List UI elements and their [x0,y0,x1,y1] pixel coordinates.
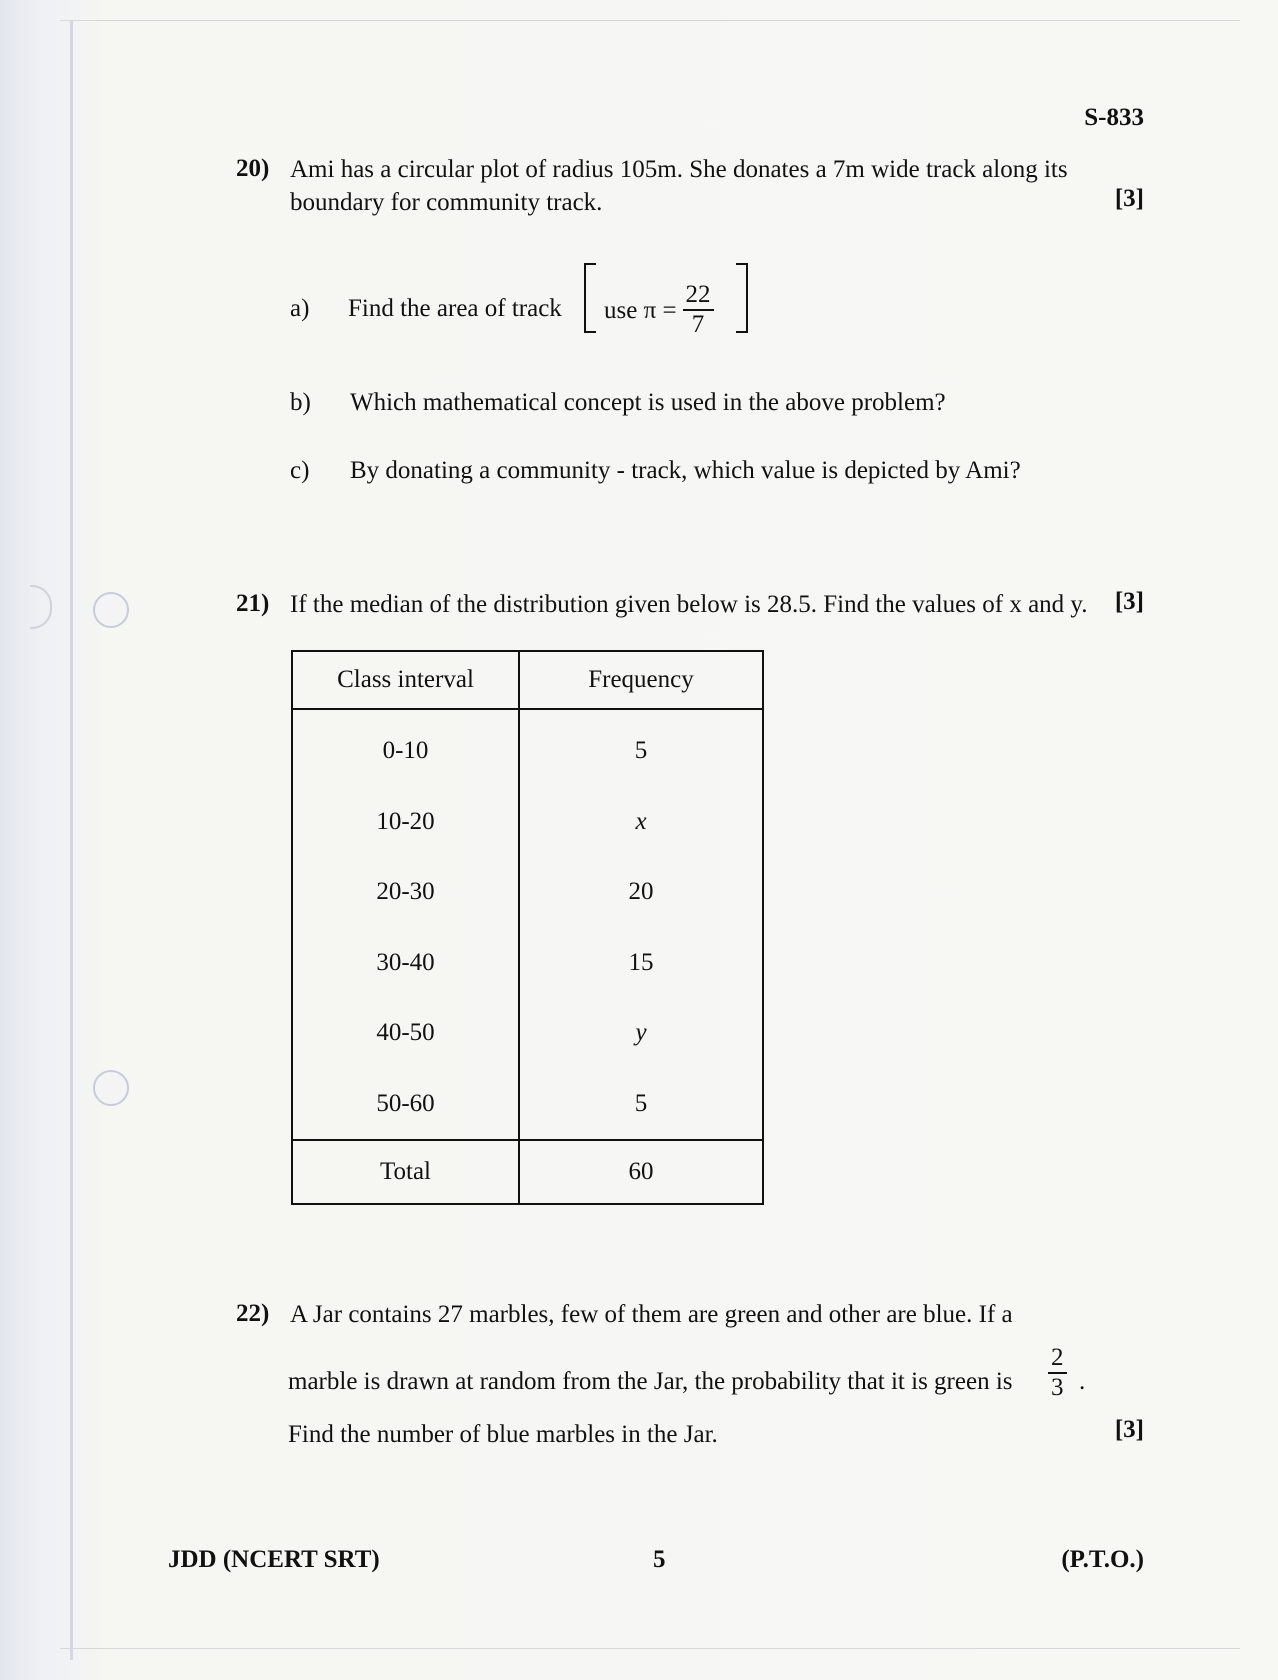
probability-denominator: 3 [1051,1374,1064,1401]
q20c-text: By donating a community - track, which value is depicted by Ami? [350,457,1021,484]
frequency-variable-y: y [635,1019,647,1047]
total-value-cell: 60 [519,1140,763,1204]
frequency-cell: 5 [519,1069,763,1141]
class-interval-cell: 0-10 [292,709,519,787]
q20b-text: Which mathematical concept is used in the above problem? [350,389,946,416]
q22-line2: marble is drawn at random from the Jar, the probability that it is green is [288,1368,1013,1395]
pi-hint-fraction [683,281,714,339]
class-interval-cell: 50-60 [292,1069,519,1141]
table-row [292,998,763,1069]
q22-number: 22) [236,1300,270,1327]
table-row [292,787,763,858]
pi-hint-denominator: 7 [691,311,705,338]
probability-numerator: 2 [1048,1344,1067,1374]
q20-number: 20) [236,155,270,182]
punch-hole [93,592,129,628]
frequency-table [291,650,764,1205]
pi-hint-bracket [584,263,748,338]
q22-line1: A Jar contains 27 marbles, few of them are green and other are blue. If a [290,1301,1013,1328]
class-interval-cell: 40-50 [292,998,519,1069]
q20a-text: Find the area of track [348,295,562,322]
bottom-edge [60,1648,1240,1649]
left-margin-rule [70,20,73,1660]
table-header-frequency: Frequency [519,651,763,709]
top-edge [60,20,1240,21]
pi-hint-prefix: use π = [604,296,677,324]
q21-number: 21) [236,590,270,617]
paper-code: S-833 [1084,104,1144,131]
q20b-label: b) [290,389,311,416]
class-interval-cell: 10-20 [292,787,519,858]
frequency-variable-x: x [635,807,647,835]
table-row [292,928,763,999]
punch-hole [93,1070,129,1106]
frequency-cell: 5 [519,709,763,787]
frequency-cell [519,787,763,858]
probability-fraction [1048,1344,1067,1402]
q20-marks: [3] [1114,185,1144,212]
q22-marks: [3] [1114,1416,1144,1443]
q20a-label: a) [290,295,310,322]
q22-period: . [1079,1368,1086,1395]
q21-marks: [3] [1114,588,1144,615]
table-total-row [292,1140,763,1204]
frequency-cell [519,998,763,1069]
q21-text: If the median of the distribution given below is 28.5. Find the values of x and y. [290,591,1088,618]
frequency-cell: 20 [519,857,763,928]
table-row [292,1069,763,1141]
footer-series: JDD (NCERT SRT) [168,1546,380,1573]
class-interval-cell: 30-40 [292,928,519,999]
pi-hint-numerator: 22 [683,281,714,311]
frequency-cell: 15 [519,928,763,999]
footer-pto: (P.T.O.) [1061,1546,1144,1573]
q20c-label: c) [290,457,310,484]
class-interval-cell: 20-30 [292,857,519,928]
q22-line3: Find the number of blue marbles in the Jar. [288,1421,718,1448]
table-row [292,857,763,928]
total-label-cell: Total [292,1140,519,1204]
page-number: 5 [653,1546,666,1573]
table-header-class-interval: Class interval [292,651,519,709]
q20-text: Ami has a circular plot of radius 105m. She donates a 7m wide track along its boundary for community track. [290,156,1068,216]
table-row [292,709,763,787]
